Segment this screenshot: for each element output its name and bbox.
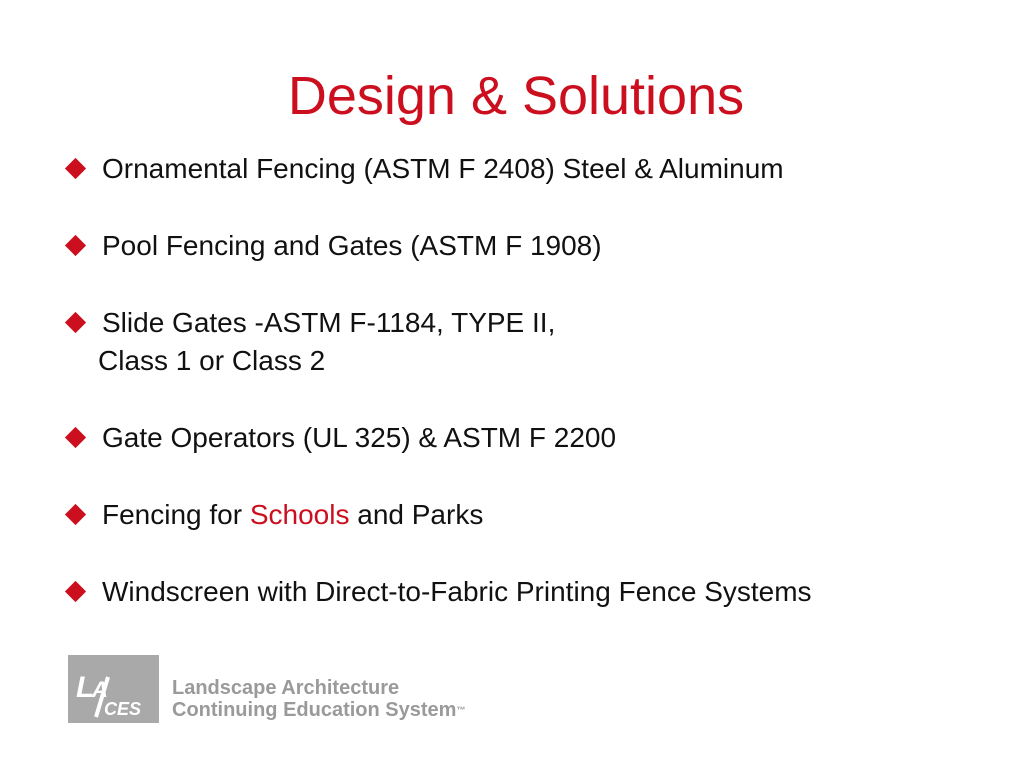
bullet-text: Ornamental Fencing (ASTM F 2408) Steel & Aluminum: [102, 153, 784, 184]
bullet-text: Windscreen with Direct-to-Fabric Printing Fence Systems: [102, 576, 812, 607]
svg-text:CES: CES: [104, 699, 142, 719]
bullet-text: [102, 496, 483, 534]
bullet-text: Pool Fencing and Gates (ASTM F 1908): [102, 230, 602, 261]
logo-text-line1: Landscape Architecture: [172, 677, 400, 699]
logo-text-line2-label: Continuing Education System: [172, 699, 457, 721]
diamond-bullet-icon: [65, 158, 86, 179]
diamond-bullet-icon: [65, 312, 86, 333]
laces-logo-mark-graphic: [68, 655, 159, 723]
diamond-bullet-icon: [65, 235, 86, 256]
trademark-symbol: ™: [456, 705, 466, 715]
laces-logo-mark: [68, 655, 159, 723]
diamond-bullet-icon: [65, 504, 86, 525]
diamond-bullet-icon: [65, 581, 86, 602]
bullet-text-continued: Class 1 or Class 2: [98, 345, 326, 376]
bullet-text-pre: Fencing for: [102, 499, 250, 530]
logo-text-line2: [172, 699, 465, 721]
laces-logo: [68, 655, 548, 723]
diamond-bullet-icon: [65, 427, 86, 448]
bullet-text: Gate Operators (UL 325) & ASTM F 2200: [102, 422, 617, 453]
svg-text:A: A: [92, 677, 108, 702]
bullet-text: Slide Gates -ASTM F-1184, TYPE II,: [102, 307, 556, 338]
slide-title: Design & Solutions: [287, 66, 745, 126]
bullet-text-post: and Parks: [349, 499, 484, 530]
bullet-text-accent: Schools: [249, 499, 350, 530]
svg-text:L: L: [76, 671, 95, 704]
